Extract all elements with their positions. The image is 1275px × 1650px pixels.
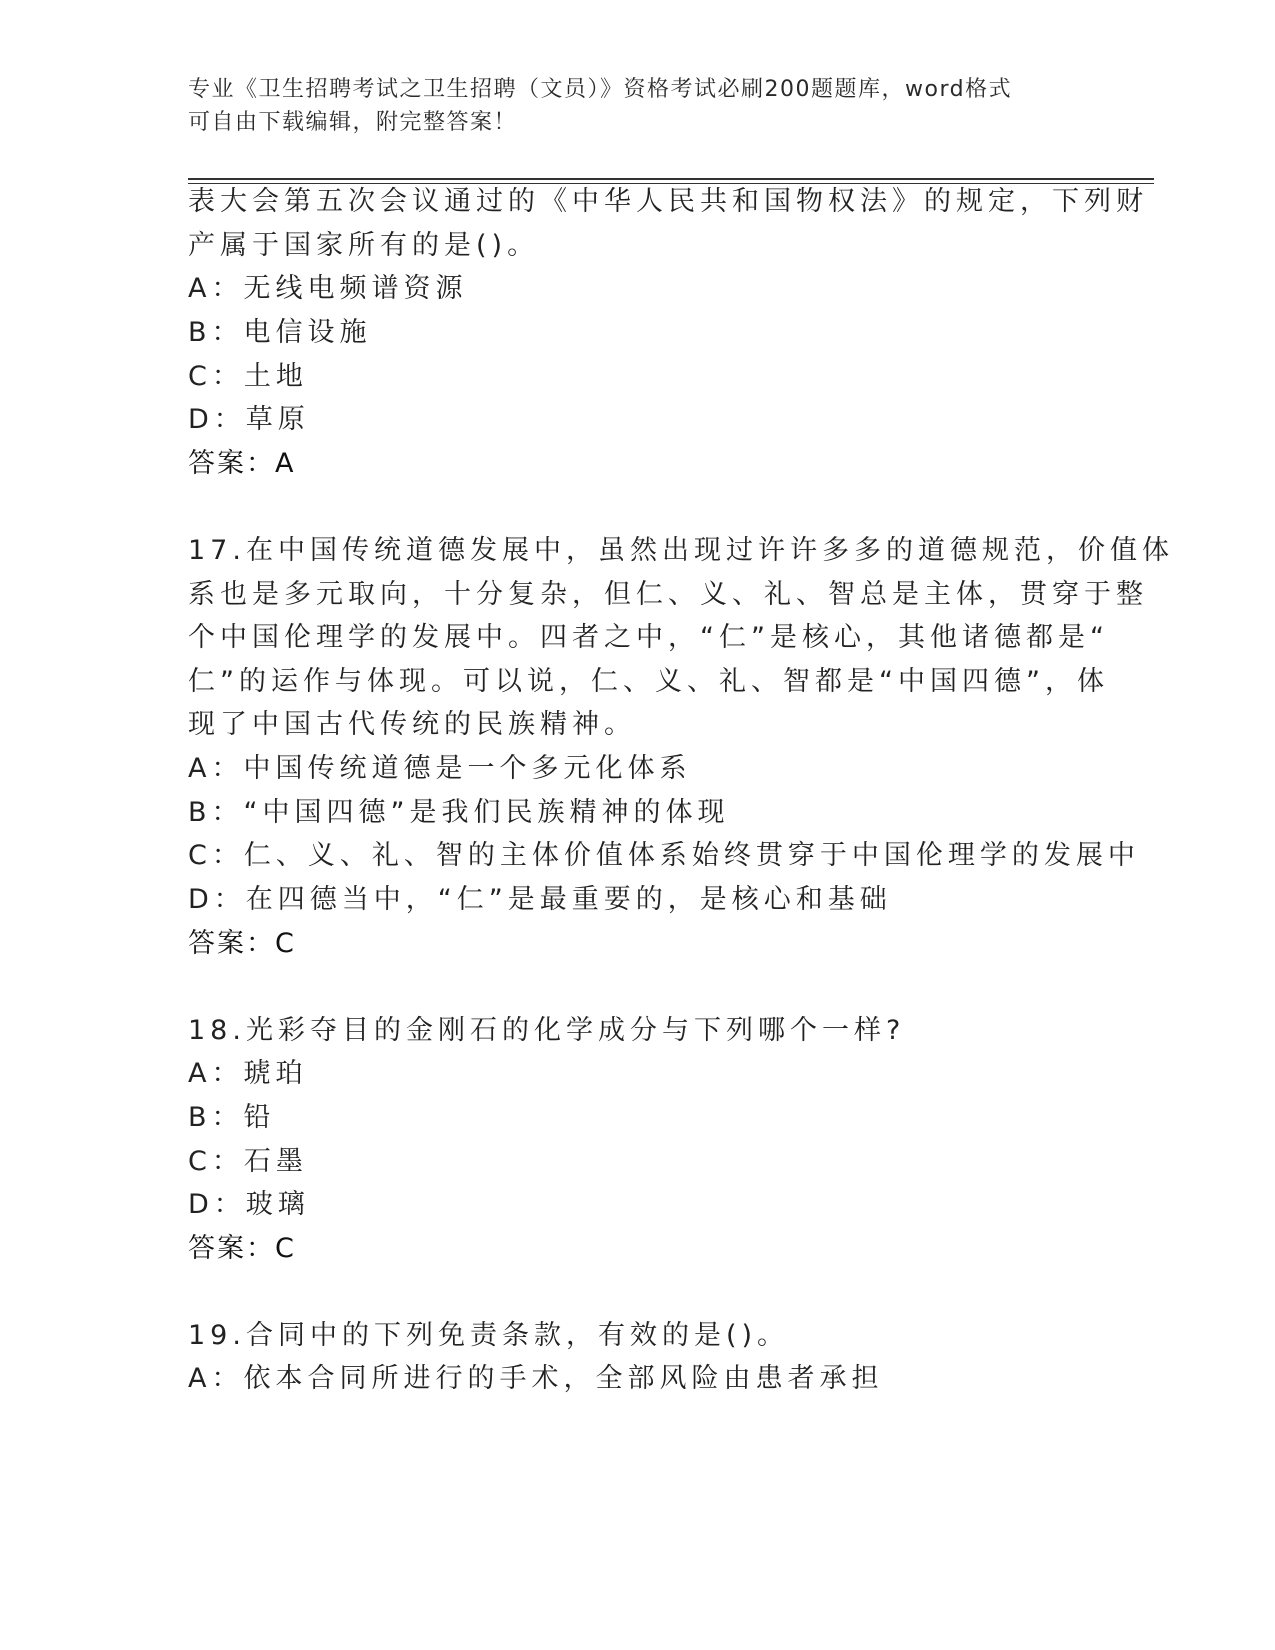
option-c: C：土地 bbox=[188, 361, 308, 392]
question-stem-line: 仁”的运作与体现。可以说，仁、义、礼、智都是“中国四德”，体 bbox=[188, 666, 1109, 697]
answer-label: 答案：C bbox=[188, 1233, 296, 1264]
question-stem-line: 19.合同中的下列免责条款，有效的是()。 bbox=[188, 1320, 790, 1351]
question-stem-line: 18.光彩夺目的金刚石的化学成分与下列哪个一样? bbox=[188, 1015, 906, 1046]
answer-label: 答案：C bbox=[188, 928, 296, 959]
option-a: A：琥珀 bbox=[188, 1058, 308, 1089]
option-c: C：仁、义、礼、智的主体价值体系始终贯穿于中国伦理学的发展中 bbox=[188, 840, 1140, 871]
header-divider-thick bbox=[188, 178, 1154, 180]
question-stem-line: 个中国伦理学的发展中。四者之中，“仁”是核心，其他诸德都是“ bbox=[188, 622, 1109, 653]
option-b: B：“中国四德”是我们民族精神的体现 bbox=[188, 797, 730, 828]
header-line-2: 可自由下载编辑，附完整答案！ bbox=[188, 110, 518, 135]
answer-label: 答案：A bbox=[188, 448, 296, 479]
option-b: B：电信设施 bbox=[188, 317, 372, 348]
option-d: D：在四德当中，“仁”是最重要的，是核心和基础 bbox=[188, 884, 892, 915]
option-c: C：石墨 bbox=[188, 1146, 308, 1177]
question-stem-line: 产属于国家所有的是()。 bbox=[188, 230, 540, 261]
header-line-1: 专业《卫生招聘考试之卫生招聘（文员）》资格考试必刷200题题库，word格式 bbox=[188, 77, 1013, 102]
question-stem-line: 现了中国古代传统的民族精神。 bbox=[188, 709, 636, 740]
question-stem-line: 表大会第五次会议通过的《中华人民共和国物权法》的规定，下列财 bbox=[188, 186, 1148, 217]
option-a: A：无线电频谱资源 bbox=[188, 273, 468, 304]
option-d: D：草原 bbox=[188, 404, 310, 435]
option-d: D：玻璃 bbox=[188, 1189, 310, 1220]
option-a: A：依本合同所进行的手术，全部风险由患者承担 bbox=[188, 1363, 884, 1394]
question-stem-line: 17.在中国传统道德发展中，虽然出现过许许多多的道德规范，价值体 bbox=[188, 535, 1174, 566]
option-b: B：铅 bbox=[188, 1102, 276, 1133]
document-header bbox=[188, 73, 1088, 139]
question-stem-line: 系也是多元取向，十分复杂，但仁、义、礼、智总是主体，贯穿于整 bbox=[188, 579, 1148, 610]
option-a: A：中国传统道德是一个多元化体系 bbox=[188, 753, 692, 784]
